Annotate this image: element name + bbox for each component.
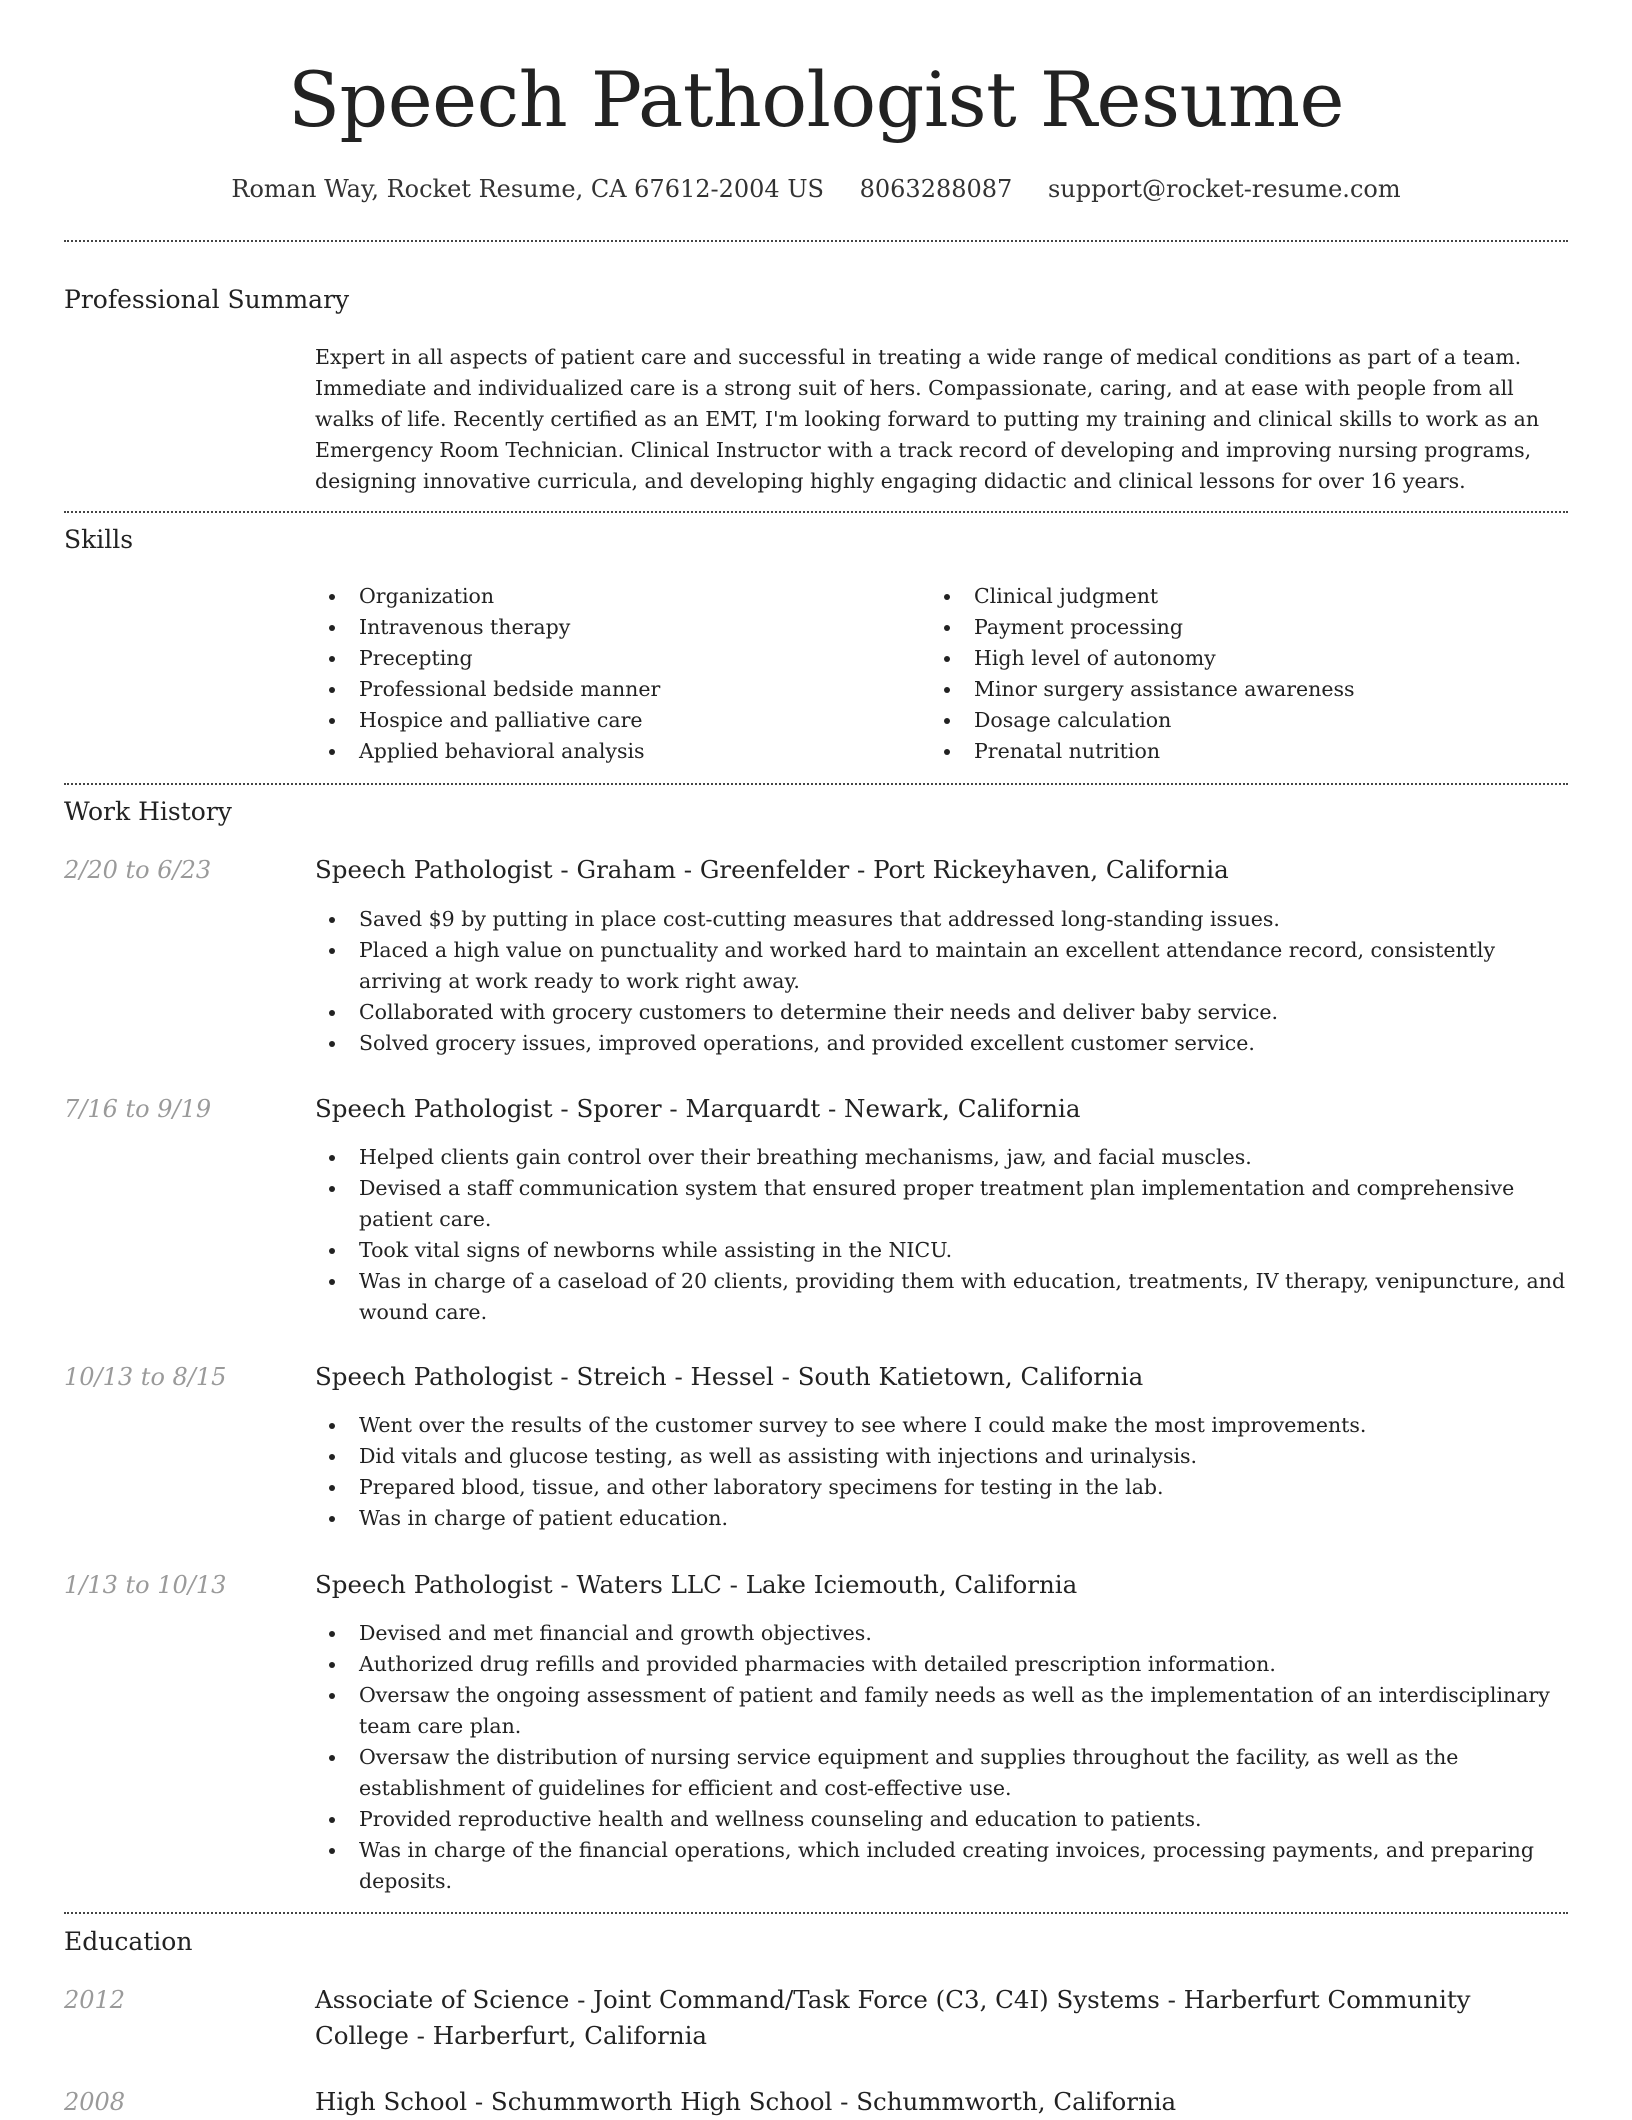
- job-bullet: Authorized drug refills and provided pharmacies with detailed prescription information.: [315, 1649, 1570, 1680]
- job-bullets: [315, 904, 1570, 1059]
- job-bullets: [315, 1142, 1570, 1328]
- contact-email: support@rocket-resume.com: [1047, 175, 1401, 203]
- contact-address: Roman Way, Rocket Resume, CA 67612-2004 US: [231, 175, 824, 203]
- education-year: 2012: [64, 1986, 126, 2014]
- contact-line: [64, 172, 1568, 206]
- job-dates: 2/20 to 6/23: [64, 856, 212, 884]
- job-heading: Speech Pathologist - Waters LLC - Lake Iciemouth, California: [315, 1570, 1078, 1599]
- skill-item: High level of autonomy: [930, 643, 1530, 674]
- job-bullet: Provided reproductive health and wellness counseling and education to patients.: [315, 1804, 1570, 1835]
- skills-list-left: [315, 581, 915, 767]
- job-bullet: Oversaw the ongoing assessment of patient and family needs as well as the implementation of an interdisciplinary team care plan.: [315, 1680, 1570, 1742]
- job-dates: 1/13 to 10/13: [64, 1571, 227, 1599]
- job-bullet: Was in charge of the financial operations, which included creating invoices, processing payments, and preparing deposits.: [315, 1835, 1570, 1897]
- job-dates: 10/13 to 8/15: [64, 1363, 227, 1391]
- skill-item: Intravenous therapy: [315, 612, 915, 643]
- job-bullet: Took vital signs of newborns while assisting in the NICU.: [315, 1235, 1570, 1266]
- education-year: 2008: [64, 2088, 126, 2116]
- section-title-work-history: Work History: [64, 797, 232, 826]
- job-bullet: Solved grocery issues, improved operations, and provided excellent customer service.: [315, 1028, 1570, 1059]
- summary-text: Expert in all aspects of patient care and successful in treating a wide range of medical conditions as part of a team. Immediate and individualized care is a strong suit of hers. Compassionate, caring, and at ease with people from all walks of life. Recently certified as an EMT, I'm looking forward to putting my training and clinical skills to work as an Emergency Room Technician. Clinical Instructor with a track record of developing and improving nursing programs, designing innovative curricula, and developing highly engaging didactic and clinical lessons for over 16 years.: [315, 345, 1540, 493]
- skill-item: Applied behavioral analysis: [315, 736, 915, 767]
- job-bullet: Devised and met financial and growth objectives.: [315, 1618, 1570, 1649]
- divider: [64, 511, 1568, 513]
- skill-item: Professional bedside manner: [315, 674, 915, 705]
- job-heading: Speech Pathologist - Streich - Hessel - South Katietown, California: [315, 1362, 1144, 1391]
- job-bullet: Collaborated with grocery customers to determine their needs and deliver baby service.: [315, 997, 1570, 1028]
- resume-title: Speech Pathologist Resume: [287, 55, 1345, 144]
- skill-item: Dosage calculation: [930, 705, 1530, 736]
- skills-list-right: [930, 581, 1530, 767]
- divider: [64, 783, 1568, 785]
- section-title-education: Education: [64, 1927, 193, 1956]
- job-bullet: Did vitals and glucose testing, as well as assisting with injections and urinalysis.: [315, 1441, 1570, 1472]
- skill-item: Hospice and palliative care: [315, 705, 915, 736]
- contact-phone: 8063288087: [859, 175, 1013, 203]
- job-bullet: Prepared blood, tissue, and other laboratory specimens for testing in the lab.: [315, 1472, 1570, 1503]
- job-bullets: [315, 1410, 1570, 1534]
- skill-item: Precepting: [315, 643, 915, 674]
- section-title-skills: Skills: [64, 525, 134, 554]
- education-heading: High School - Schummworth High School - Schummworth, California: [315, 2087, 1177, 2116]
- job-bullet: Went over the results of the customer survey to see where I could make the most improvements.: [315, 1410, 1570, 1441]
- skill-item: Clinical judgment: [930, 581, 1530, 612]
- job-bullet: Was in charge of patient education.: [315, 1503, 1570, 1534]
- job-heading: Speech Pathologist - Sporer - Marquardt - Newark, California: [315, 1094, 1081, 1123]
- section-title-summary: Professional Summary: [64, 285, 350, 314]
- job-dates: 7/16 to 9/19: [64, 1095, 212, 1123]
- job-heading: Speech Pathologist - Graham - Greenfelder - Port Rickeyhaven, California: [315, 855, 1229, 884]
- education-heading: Associate of Science - Joint Command/Task Force (C3, C4I) Systems - Harberfurt Community College - Harberfurt, California: [315, 1985, 1471, 2050]
- skill-item: Prenatal nutrition: [930, 736, 1530, 767]
- skill-item: Organization: [315, 581, 915, 612]
- skill-item: Payment processing: [930, 612, 1530, 643]
- divider: [64, 1912, 1568, 1914]
- job-bullet: Saved $9 by putting in place cost-cutting measures that addressed long-standing issues.: [315, 904, 1570, 935]
- job-bullet: Placed a high value on punctuality and worked hard to maintain an excellent attendance record, consistently arriving at work ready to work right away.: [315, 935, 1570, 997]
- job-bullet: Was in charge of a caseload of 20 clients, providing them with education, treatments, IV therapy, venipuncture, and wound care.: [315, 1266, 1570, 1328]
- job-bullet: Helped clients gain control over their breathing mechanisms, jaw, and facial muscles.: [315, 1142, 1570, 1173]
- job-bullets: [315, 1618, 1570, 1897]
- job-bullet: Devised a staff communication system that ensured proper treatment plan implementation and comprehensive patient care.: [315, 1173, 1570, 1235]
- divider: [64, 240, 1568, 242]
- skill-item: Minor surgery assistance awareness: [930, 674, 1530, 705]
- job-bullet: Oversaw the distribution of nursing service equipment and supplies throughout the facility, as well as the establishment of guidelines for efficient and cost-effective use.: [315, 1742, 1570, 1804]
